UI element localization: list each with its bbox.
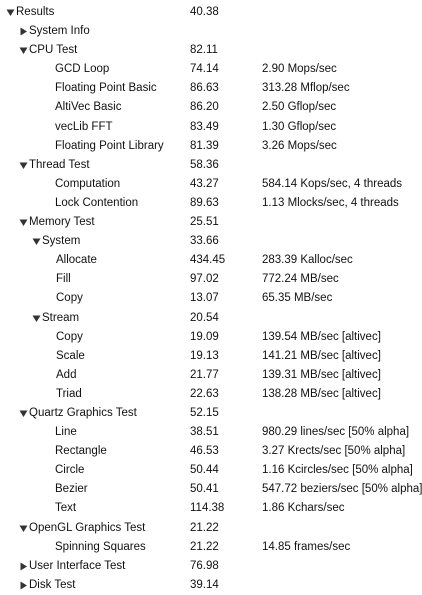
outline-row-rectangle [0,442,406,461]
outline-row-quartz-graphics-test[interactable] [0,404,400,423]
row-label: User Interface Test [29,559,126,572]
row-label: Floating Point Library [55,139,164,152]
row-label: System [42,235,81,248]
outline-row-system-info[interactable] [0,22,400,41]
row-label: Circle [55,464,85,477]
row-score: 434.45 [190,254,226,267]
row-score: 50.41 [190,483,219,496]
outline-row-altivec-basic [0,98,400,117]
row-score: 38.51 [190,426,219,439]
row-score: 43.27 [190,177,219,190]
disclosure-triangle-down-icon[interactable] [31,309,41,328]
row-score: 74.14 [190,63,219,76]
row-label: CPU Test [29,44,78,57]
row-label: Triad [56,387,82,400]
outline-row-results[interactable] [0,3,400,22]
outline-row-lock-contention [0,194,400,213]
outline-row-opengl-graphics-test[interactable] [0,519,400,538]
row-detail: 3.27 Krects/sec [50% alpha] [262,445,406,458]
row-score: 97.02 [190,273,219,286]
outline-row-thread-test[interactable] [0,156,400,175]
row-score: 21.22 [190,521,219,534]
outline-row-spinning-squares [0,538,400,557]
row-score: 86.63 [190,82,219,95]
outline-row-user-interface-test[interactable] [0,557,400,576]
row-score: 81.39 [190,139,219,152]
row-detail: 3.26 Mops/sec [262,139,337,152]
row-score: 19.13 [190,349,219,362]
row-label: Copy [56,292,83,305]
row-detail: 1.16 Kcircles/sec [50% alpha] [262,464,413,477]
row-detail: 2.90 Mops/sec [262,63,337,76]
outline-row-copy [0,289,400,308]
outline-row-floating-point-basic [0,79,400,98]
row-detail: 1.30 Gflop/sec [262,120,337,133]
disclosure-triangle-down-icon[interactable] [18,404,28,423]
disclosure-triangle-down-icon[interactable] [18,41,28,60]
outline-row-stream[interactable] [0,309,400,328]
row-label: vecLib FFT [55,120,113,133]
row-score: 39.14 [190,578,219,591]
outline-row-floating-point-library [0,137,400,156]
row-label: Scale [56,349,85,362]
row-label: Results [16,6,55,18]
disclosure-triangle-down-icon[interactable] [18,519,28,538]
disclosure-triangle-down-icon[interactable] [18,213,28,232]
row-score: 20.54 [190,311,219,324]
outline-row-computation [0,175,403,194]
row-detail: 772.24 MB/sec [262,273,339,286]
disclosure-triangle-down-icon[interactable] [31,232,41,251]
row-label: Copy [56,330,83,343]
row-label: Add [56,368,77,381]
row-score: 19.09 [190,330,219,343]
row-label: Rectangle [55,445,107,458]
row-label: Allocate [56,254,97,267]
row-score: 21.22 [190,540,219,553]
row-label: Thread Test [29,158,90,171]
row-label: Fill [56,273,71,286]
row-score: 86.20 [190,101,219,114]
row-detail: 980.29 lines/sec [50% alpha] [262,426,410,439]
outline-row-bezier [0,480,422,499]
row-score: 52.15 [190,406,219,419]
outline-row-cpu-test[interactable] [0,41,400,60]
row-detail: 283.39 Kalloc/sec [262,254,353,267]
row-detail: 14.85 frames/sec [262,540,351,553]
outline-row-disk-test[interactable] [0,576,400,595]
row-label: Stream [42,311,80,324]
outline-row-scale [0,347,400,366]
outline-row-triad [0,385,400,404]
row-label: Computation [55,177,121,190]
outline-row-circle [0,461,413,480]
row-label: Memory Test [29,216,95,229]
row-detail: 313.28 Mflop/sec [262,82,350,95]
row-score: 50.44 [190,464,219,477]
row-label: OpenGL Graphics Test [29,521,146,534]
row-detail: 547.72 beziers/sec [50% alpha] [262,483,422,496]
row-detail: 1.86 Kchars/sec [262,502,345,515]
row-detail: 584.14 Kops/sec, 4 threads [262,177,403,190]
row-label: Quartz Graphics Test [29,406,137,419]
row-score: 76.98 [190,559,219,572]
disclosure-triangle-down-icon[interactable] [5,3,15,22]
row-score: 22.63 [190,387,219,400]
row-score: 83.49 [190,120,219,133]
outline-row-text [0,499,400,518]
row-score: 46.53 [190,445,219,458]
row-detail: 141.21 MB/sec [altivec] [262,349,381,362]
row-label: Line [55,426,77,439]
outline-row-line [0,423,410,442]
row-score: 114.38 [190,502,225,515]
row-score: 21.77 [190,368,219,381]
row-detail: 2.50 Gflop/sec [262,101,337,114]
row-score: 82.11 [190,44,218,57]
outline-row-memory-test[interactable] [0,213,400,232]
row-detail: 139.31 MB/sec [altivec] [262,368,381,381]
row-score: 40.38 [190,6,219,18]
row-label: Floating Point Basic [55,82,157,95]
disclosure-triangle-right-icon[interactable] [18,22,28,41]
outline-row-add [0,366,400,385]
row-score: 13.07 [190,292,219,305]
row-label: GCD Loop [55,63,110,76]
outline-row-fill [0,270,400,289]
row-label: Text [55,502,77,515]
row-detail: 1.13 Mlocks/sec, 4 threads [262,196,399,209]
row-label: Bezier [55,483,88,496]
row-label: AltiVec Basic [55,101,122,114]
row-score: 58.36 [190,158,219,171]
row-label: Disk Test [29,578,76,591]
row-detail: 65.35 MB/sec [262,292,333,305]
row-label: System Info [29,25,90,38]
row-score: 33.66 [190,235,219,248]
outline-row-gcd-loop [0,60,400,79]
disclosure-triangle-right-icon[interactable] [18,557,28,576]
row-score: 25.51 [190,216,219,229]
outline-row-system[interactable] [0,232,400,251]
row-label: Spinning Squares [55,540,146,553]
disclosure-triangle-down-icon[interactable] [18,156,28,175]
outline-row-allocate [0,251,400,270]
row-detail: 138.28 MB/sec [altivec] [262,387,381,400]
row-label: Lock Contention [55,196,139,209]
outline-row-copy [0,328,400,347]
outline-row-veclib-fft [0,118,400,137]
row-score: 89.63 [190,196,219,209]
row-detail: 139.54 MB/sec [altivec] [262,330,381,343]
disclosure-triangle-right-icon[interactable] [18,576,28,595]
